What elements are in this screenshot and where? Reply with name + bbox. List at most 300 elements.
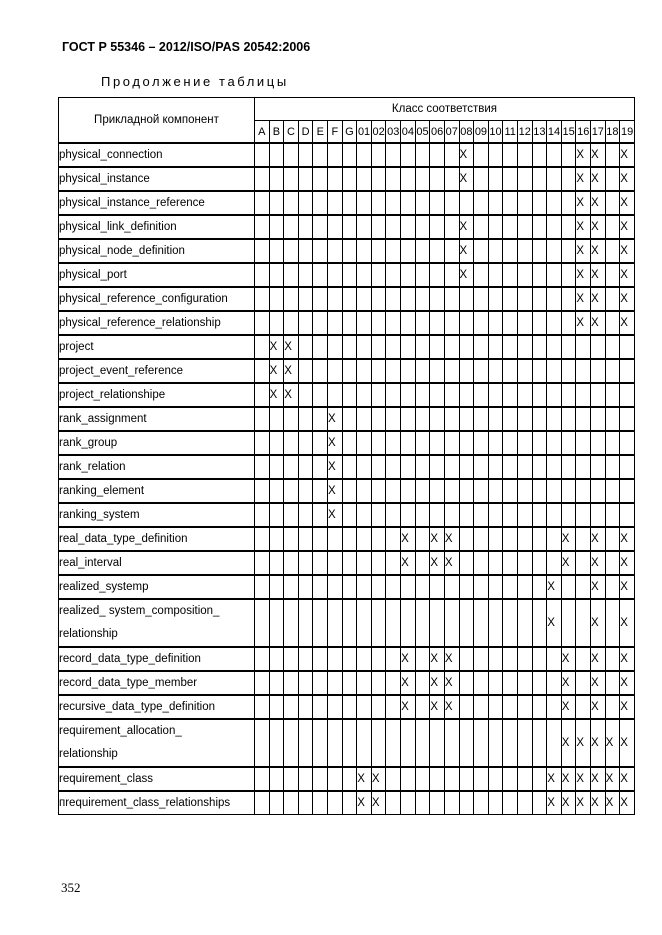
class-cell-07 (444, 263, 459, 287)
class-cell-C (284, 143, 299, 167)
conformance-class-header: Класс соответствия (255, 98, 635, 121)
class-cell-12 (517, 287, 532, 311)
class-cell-B (269, 647, 284, 671)
class-cell-15 (561, 311, 576, 335)
class-cell-16 (576, 359, 591, 383)
class-cell-G (342, 599, 357, 647)
class-cell-17 (591, 335, 606, 359)
class-cell-13 (532, 215, 547, 239)
class-cell-03 (386, 767, 401, 791)
class-cell-F: X (328, 407, 343, 431)
class-cell-C (284, 599, 299, 647)
class-cell-18 (605, 311, 620, 335)
table-row (59, 527, 635, 551)
class-cell-12 (517, 503, 532, 527)
class-cell-12 (517, 647, 532, 671)
class-cell-15: X (561, 671, 576, 695)
class-cell-F (328, 551, 343, 575)
class-column-14: 14 (547, 121, 562, 144)
class-cell-02: X (371, 791, 386, 815)
class-cell-09 (474, 791, 489, 815)
class-cell-07 (444, 719, 459, 767)
class-cell-18: X (605, 719, 620, 767)
component-name (59, 647, 255, 671)
component-name-line: requirement_class (59, 773, 153, 785)
component-name-line: realized_ system_composition_ (59, 605, 220, 617)
class-cell-G (342, 143, 357, 167)
component-name-line: real_data_type_definition (59, 533, 188, 545)
class-cell-F (328, 263, 343, 287)
class-cell-B (269, 479, 284, 503)
class-cell-13 (532, 167, 547, 191)
class-cell-12 (517, 215, 532, 239)
class-cell-01 (357, 527, 372, 551)
class-cell-18: X (605, 767, 620, 791)
class-cell-09 (474, 311, 489, 335)
component-name (59, 311, 255, 335)
class-cell-08: X (459, 167, 474, 191)
component-name (59, 359, 255, 383)
class-cell-17: X (591, 191, 606, 215)
class-cell-16 (576, 551, 591, 575)
class-cell-A (255, 191, 270, 215)
class-cell-16 (576, 455, 591, 479)
class-cell-02 (371, 239, 386, 263)
class-cell-03 (386, 167, 401, 191)
class-cell-08 (459, 647, 474, 671)
class-cell-11 (503, 791, 518, 815)
class-cell-11 (503, 263, 518, 287)
component-name (59, 791, 255, 815)
class-cell-12 (517, 359, 532, 383)
class-cell-14 (547, 359, 562, 383)
table-row (59, 287, 635, 311)
class-cell-06: X (430, 671, 445, 695)
class-cell-13 (532, 527, 547, 551)
class-cell-15: X (561, 767, 576, 791)
class-cell-17: X (591, 167, 606, 191)
class-cell-A (255, 455, 270, 479)
class-cell-13 (532, 647, 547, 671)
table-row (59, 695, 635, 719)
class-cell-18: X (605, 791, 620, 815)
class-cell-A (255, 167, 270, 191)
class-cell-E (313, 215, 328, 239)
class-cell-G (342, 719, 357, 767)
class-cell-09 (474, 263, 489, 287)
class-cell-11 (503, 671, 518, 695)
component-name-line: ranking_element (59, 485, 145, 497)
class-cell-F (328, 719, 343, 767)
class-cell-G (342, 359, 357, 383)
class-cell-06 (430, 167, 445, 191)
class-column-19: 19 (620, 121, 635, 144)
class-cell-09 (474, 719, 489, 767)
class-cell-G (342, 407, 357, 431)
class-cell-12 (517, 191, 532, 215)
class-cell-D (298, 263, 313, 287)
class-cell-18 (605, 287, 620, 311)
class-cell-E (313, 479, 328, 503)
class-cell-08 (459, 551, 474, 575)
class-cell-04: X (401, 671, 416, 695)
class-cell-18 (605, 479, 620, 503)
class-cell-11 (503, 479, 518, 503)
class-cell-10 (488, 647, 503, 671)
class-cell-15 (561, 455, 576, 479)
class-cell-13 (532, 431, 547, 455)
class-cell-09 (474, 191, 489, 215)
table-row (59, 263, 635, 287)
component-name (59, 239, 255, 263)
class-cell-G (342, 575, 357, 599)
class-cell-19: X (620, 143, 635, 167)
class-cell-19 (620, 431, 635, 455)
class-cell-05 (415, 695, 430, 719)
class-cell-19 (620, 407, 635, 431)
class-cell-B (269, 431, 284, 455)
class-cell-16: X (576, 791, 591, 815)
class-cell-10 (488, 671, 503, 695)
class-cell-A (255, 791, 270, 815)
class-cell-06 (430, 407, 445, 431)
class-cell-15: X (561, 719, 576, 767)
class-cell-06: X (430, 527, 445, 551)
class-cell-02: X (371, 767, 386, 791)
class-cell-04 (401, 503, 416, 527)
class-cell-18 (605, 647, 620, 671)
class-cell-01 (357, 599, 372, 647)
class-cell-08 (459, 407, 474, 431)
class-cell-D (298, 383, 313, 407)
class-cell-17: X (591, 599, 606, 647)
class-cell-16 (576, 383, 591, 407)
class-cell-10 (488, 143, 503, 167)
table-row (59, 647, 635, 671)
class-cell-A (255, 383, 270, 407)
class-cell-B (269, 407, 284, 431)
class-cell-17: X (591, 527, 606, 551)
class-cell-03 (386, 719, 401, 767)
class-cell-08 (459, 695, 474, 719)
class-cell-B (269, 167, 284, 191)
class-cell-09 (474, 335, 489, 359)
table-row (59, 335, 635, 359)
class-cell-04 (401, 239, 416, 263)
class-cell-18 (605, 599, 620, 647)
class-cell-G (342, 647, 357, 671)
component-name (59, 503, 255, 527)
class-cell-G (342, 239, 357, 263)
class-cell-A (255, 767, 270, 791)
class-cell-G (342, 479, 357, 503)
class-cell-08 (459, 311, 474, 335)
class-cell-12 (517, 575, 532, 599)
class-cell-15: X (561, 791, 576, 815)
class-cell-16 (576, 695, 591, 719)
class-cell-01 (357, 647, 372, 671)
class-cell-04 (401, 287, 416, 311)
class-column-11: 11 (503, 121, 518, 144)
class-cell-C (284, 503, 299, 527)
class-cell-14 (547, 143, 562, 167)
class-cell-F (328, 167, 343, 191)
component-name-line: physical_reference_configuration (59, 293, 228, 305)
class-cell-D (298, 143, 313, 167)
class-column-16: 16 (576, 121, 591, 144)
component-name (59, 479, 255, 503)
class-cell-03 (386, 551, 401, 575)
class-cell-03 (386, 215, 401, 239)
component-name (59, 263, 255, 287)
class-cell-B (269, 239, 284, 263)
class-cell-09 (474, 503, 489, 527)
conformance-table (58, 97, 635, 815)
class-cell-C (284, 287, 299, 311)
class-cell-08: X (459, 263, 474, 287)
class-cell-15 (561, 335, 576, 359)
class-cell-02 (371, 167, 386, 191)
class-cell-F: X (328, 479, 343, 503)
class-cell-19: X (620, 695, 635, 719)
class-cell-14 (547, 335, 562, 359)
class-cell-C (284, 647, 299, 671)
class-cell-15 (561, 431, 576, 455)
table-body (59, 143, 635, 815)
class-cell-F (328, 527, 343, 551)
class-cell-01 (357, 671, 372, 695)
class-cell-01 (357, 287, 372, 311)
class-cell-16: X (576, 287, 591, 311)
component-name (59, 335, 255, 359)
class-cell-10 (488, 359, 503, 383)
class-cell-A (255, 671, 270, 695)
class-column-04: 04 (401, 121, 416, 144)
class-cell-17: X (591, 215, 606, 239)
class-cell-12 (517, 791, 532, 815)
class-cell-10 (488, 311, 503, 335)
class-cell-09 (474, 431, 489, 455)
class-cell-09 (474, 143, 489, 167)
class-cell-C: X (284, 359, 299, 383)
class-cell-19: X (620, 239, 635, 263)
class-cell-02 (371, 263, 386, 287)
class-cell-17: X (591, 791, 606, 815)
class-cell-D (298, 479, 313, 503)
class-cell-03 (386, 527, 401, 551)
class-cell-06: X (430, 647, 445, 671)
page-number: 352 (61, 880, 81, 895)
class-cell-F (328, 335, 343, 359)
class-cell-10 (488, 527, 503, 551)
class-cell-E (313, 263, 328, 287)
class-cell-14 (547, 527, 562, 551)
class-cell-07 (444, 239, 459, 263)
component-name-line: recursive_data_type_definition (59, 701, 215, 713)
class-cell-11 (503, 767, 518, 791)
class-cell-13 (532, 479, 547, 503)
class-cell-04 (401, 359, 416, 383)
class-cell-06 (430, 575, 445, 599)
class-cell-D (298, 551, 313, 575)
component-name (59, 287, 255, 311)
class-cell-07 (444, 503, 459, 527)
class-cell-15 (561, 215, 576, 239)
class-cell-15: X (561, 527, 576, 551)
class-cell-07 (444, 143, 459, 167)
class-cell-B (269, 599, 284, 647)
class-cell-09 (474, 287, 489, 311)
class-cell-10 (488, 191, 503, 215)
class-cell-D (298, 359, 313, 383)
class-cell-01 (357, 239, 372, 263)
class-cell-12 (517, 455, 532, 479)
class-cell-B: X (269, 383, 284, 407)
class-cell-14 (547, 407, 562, 431)
class-cell-A (255, 503, 270, 527)
class-cell-C (284, 695, 299, 719)
class-cell-12 (517, 527, 532, 551)
class-cell-B (269, 143, 284, 167)
class-cell-15 (561, 263, 576, 287)
class-cell-10 (488, 335, 503, 359)
class-cell-13 (532, 767, 547, 791)
class-cell-01 (357, 455, 372, 479)
class-cell-01 (357, 143, 372, 167)
class-cell-01 (357, 191, 372, 215)
class-cell-A (255, 287, 270, 311)
class-cell-C (284, 455, 299, 479)
class-cell-06 (430, 191, 445, 215)
class-cell-15: X (561, 695, 576, 719)
component-name (59, 143, 255, 167)
component-name-line: ranking_system (59, 509, 140, 521)
class-cell-14 (547, 455, 562, 479)
class-cell-06 (430, 791, 445, 815)
class-cell-G (342, 695, 357, 719)
class-cell-16 (576, 431, 591, 455)
class-cell-A (255, 599, 270, 647)
class-cell-08 (459, 479, 474, 503)
class-cell-A (255, 527, 270, 551)
class-cell-08 (459, 191, 474, 215)
class-cell-09 (474, 575, 489, 599)
class-cell-07 (444, 383, 459, 407)
class-cell-05 (415, 599, 430, 647)
class-cell-16: X (576, 143, 591, 167)
class-cell-14: X (547, 767, 562, 791)
class-cell-11 (503, 719, 518, 767)
class-cell-07 (444, 287, 459, 311)
class-cell-D (298, 239, 313, 263)
class-cell-05 (415, 383, 430, 407)
class-cell-13 (532, 359, 547, 383)
class-cell-17: X (591, 143, 606, 167)
class-cell-04 (401, 767, 416, 791)
class-cell-04 (401, 383, 416, 407)
class-column-F: F (328, 121, 343, 144)
class-cell-11 (503, 503, 518, 527)
class-cell-14 (547, 383, 562, 407)
component-name (59, 455, 255, 479)
class-column-07: 07 (444, 121, 459, 144)
class-cell-04 (401, 479, 416, 503)
class-cell-10 (488, 383, 503, 407)
class-cell-14 (547, 167, 562, 191)
component-name-line: rank_relation (59, 461, 126, 473)
class-cell-D (298, 719, 313, 767)
class-cell-06 (430, 383, 445, 407)
class-cell-06 (430, 767, 445, 791)
class-cell-16: X (576, 767, 591, 791)
component-name (59, 167, 255, 191)
class-cell-14 (547, 671, 562, 695)
class-cell-G (342, 335, 357, 359)
class-cell-07 (444, 431, 459, 455)
class-cell-B (269, 215, 284, 239)
class-cell-G (342, 311, 357, 335)
class-cell-14 (547, 719, 562, 767)
class-cell-C: X (284, 335, 299, 359)
class-column-12: 12 (517, 121, 532, 144)
class-cell-19 (620, 455, 635, 479)
class-cell-06 (430, 215, 445, 239)
class-cell-18 (605, 455, 620, 479)
class-cell-07 (444, 407, 459, 431)
class-cell-03 (386, 191, 401, 215)
class-cell-01 (357, 167, 372, 191)
class-cell-14: X (547, 791, 562, 815)
component-name (59, 407, 255, 431)
class-column-10: 10 (488, 121, 503, 144)
class-cell-02 (371, 191, 386, 215)
class-cell-13 (532, 719, 547, 767)
class-cell-A (255, 695, 270, 719)
class-cell-05 (415, 239, 430, 263)
table-row (59, 215, 635, 239)
class-cell-02 (371, 719, 386, 767)
class-cell-12 (517, 671, 532, 695)
class-cell-12 (517, 479, 532, 503)
class-cell-B: X (269, 335, 284, 359)
class-cell-07: X (444, 551, 459, 575)
class-cell-09 (474, 167, 489, 191)
class-cell-03 (386, 431, 401, 455)
class-cell-G (342, 167, 357, 191)
class-cell-D (298, 287, 313, 311)
class-cell-01 (357, 359, 372, 383)
table-row (59, 719, 635, 767)
class-cell-11 (503, 527, 518, 551)
class-cell-D (298, 191, 313, 215)
class-cell-G (342, 431, 357, 455)
class-cell-18 (605, 167, 620, 191)
class-cell-A (255, 143, 270, 167)
class-cell-B (269, 191, 284, 215)
class-cell-F: X (328, 455, 343, 479)
class-cell-07 (444, 479, 459, 503)
class-column-06: 06 (430, 121, 445, 144)
class-cell-02 (371, 695, 386, 719)
class-cell-03 (386, 383, 401, 407)
class-cell-09 (474, 551, 489, 575)
class-cell-14 (547, 191, 562, 215)
class-cell-E (313, 527, 328, 551)
class-cell-F (328, 143, 343, 167)
class-cell-08 (459, 359, 474, 383)
class-cell-14 (547, 551, 562, 575)
class-cell-10 (488, 551, 503, 575)
